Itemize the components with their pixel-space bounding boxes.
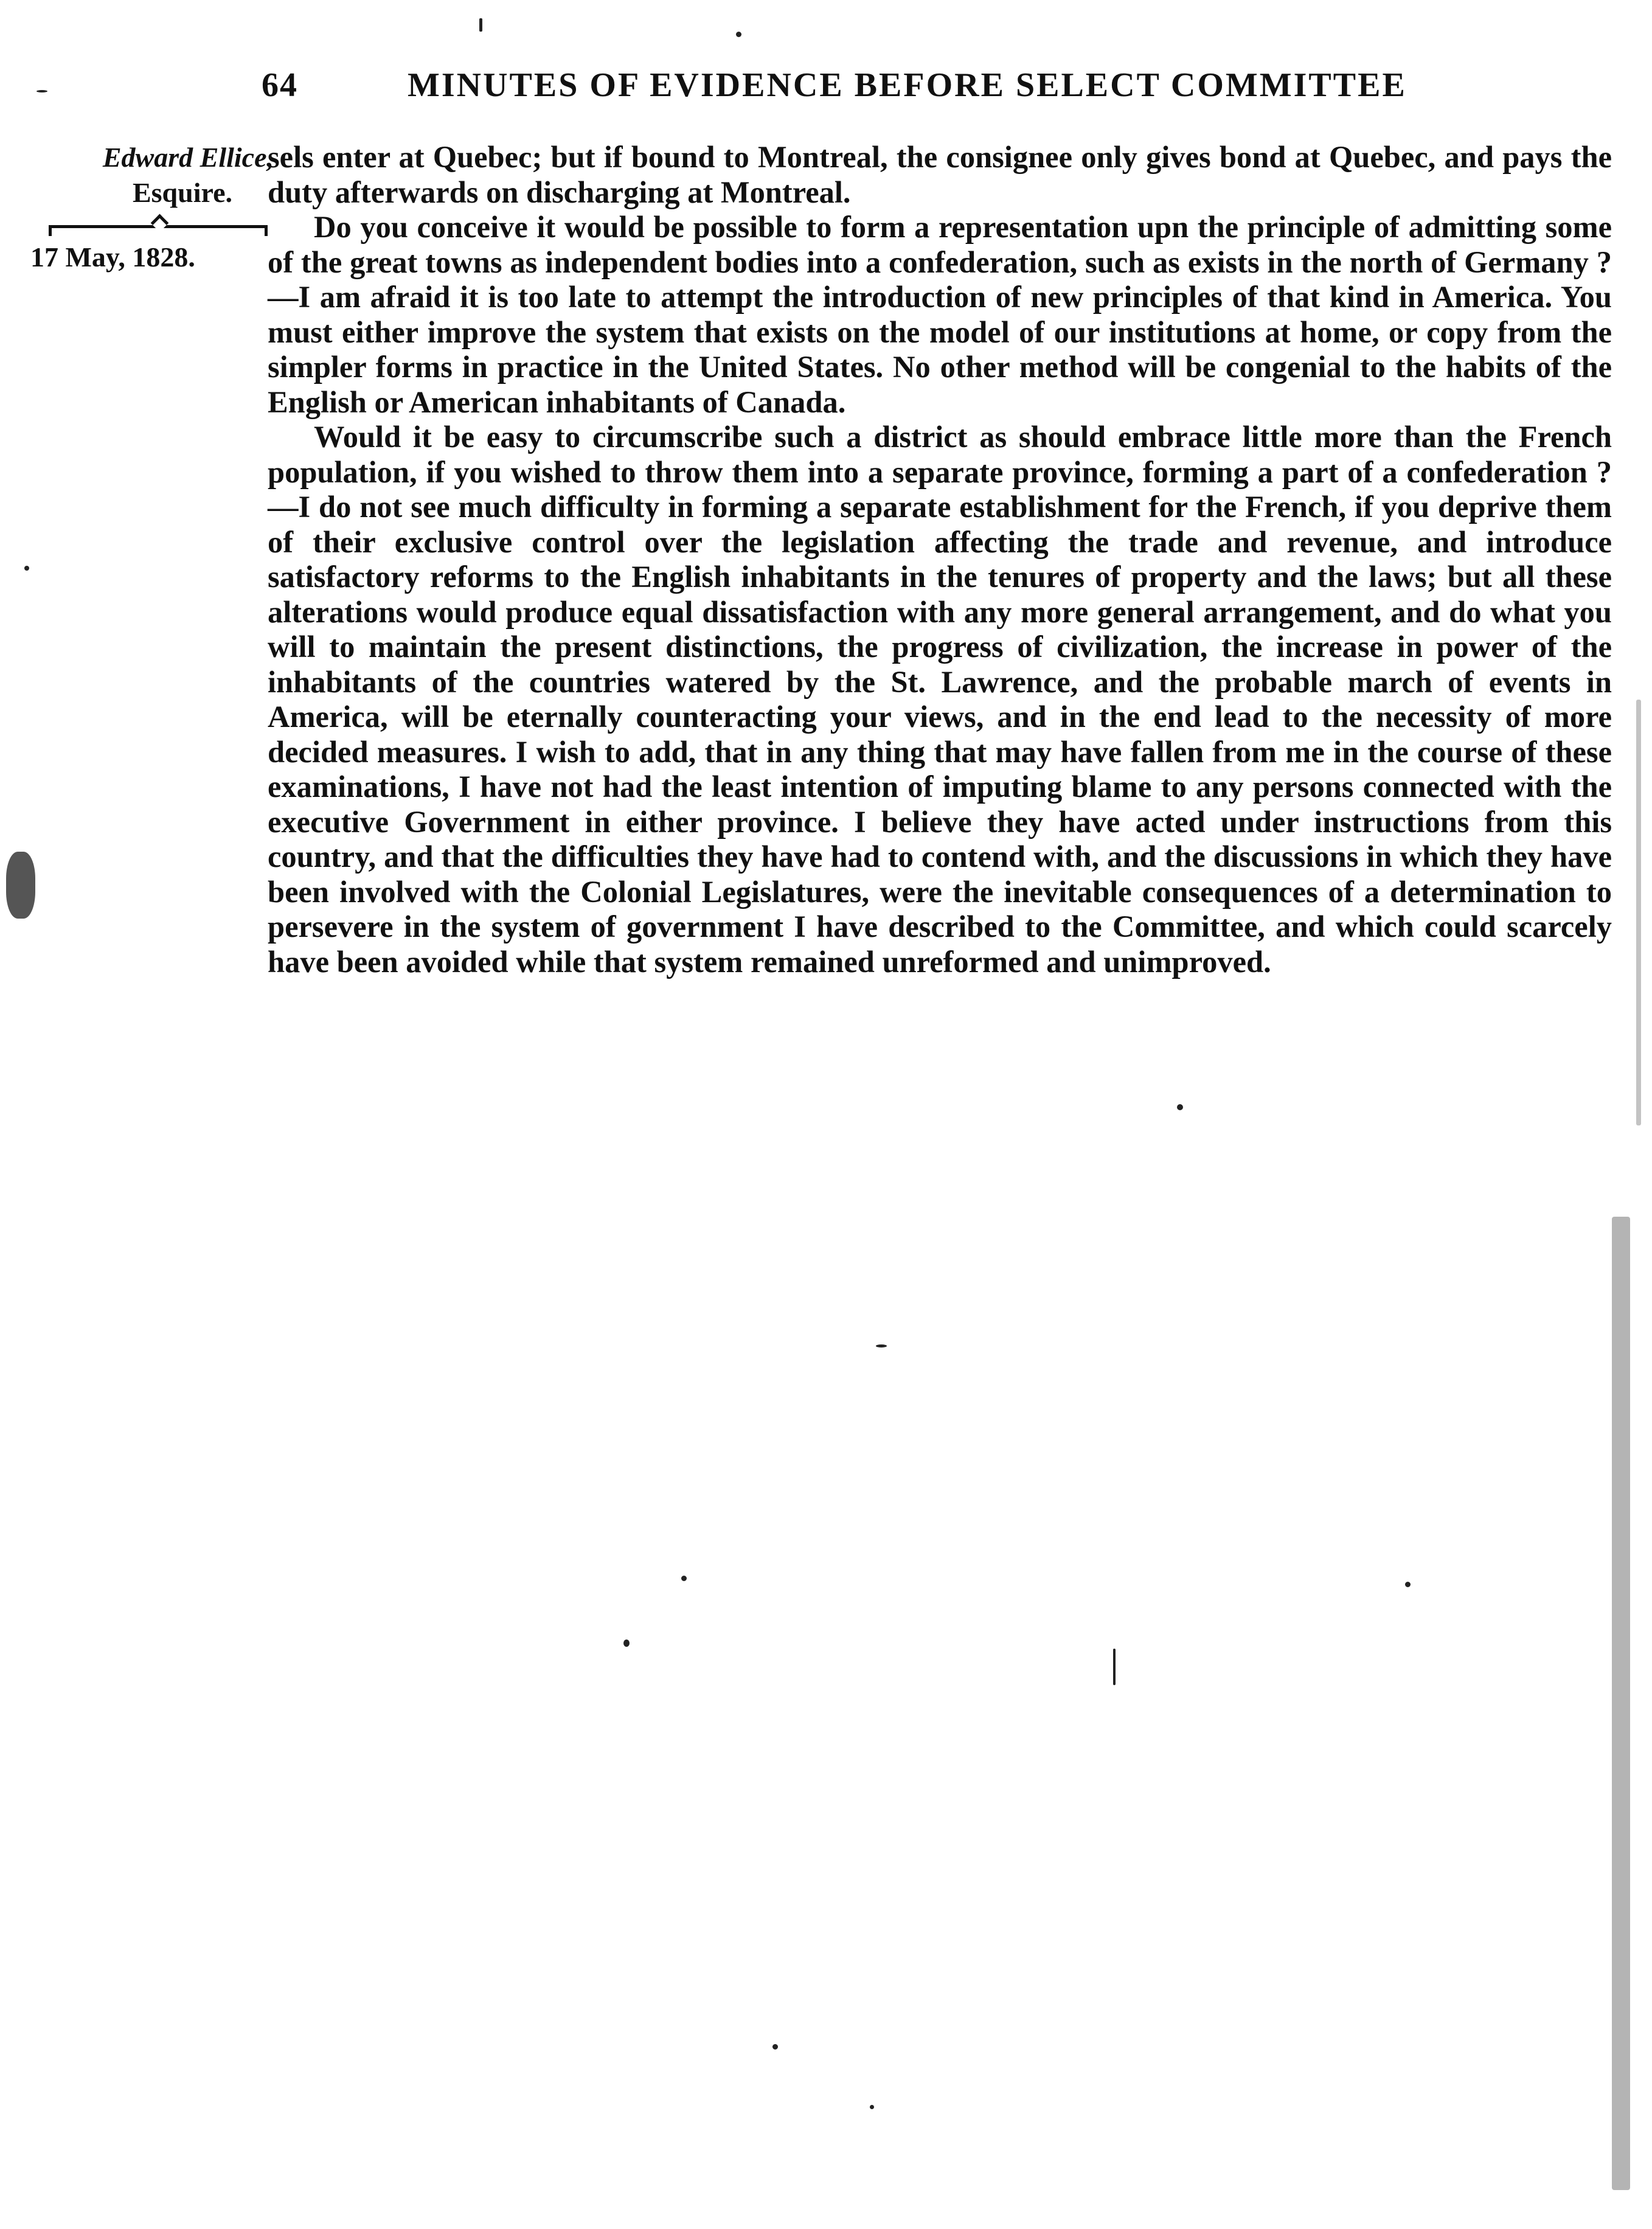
- scan-speck: [1405, 1582, 1411, 1587]
- page-number: 64: [262, 66, 298, 104]
- scan-speck: [24, 566, 29, 571]
- scan-blot: [6, 852, 35, 919]
- paragraph-continuation: sels enter at Quebec; but if bound to Montreal, the consignee only gives bond at Quebec, and pays the duty afterwards on discharging at Montreal.: [268, 140, 1612, 209]
- scan-speck: [870, 2105, 874, 2109]
- scan-speck: [772, 2044, 778, 2050]
- body-text: [268, 140, 1612, 979]
- paragraph-question-confederation: Do you conceive it would be possible to form a representation upn the principle of admitting some of the great towns as independent bodies into a confederation, such as exists in the north of Germany ?—I am afraid it is too late to attempt the introduction of new principles of that kind in America. You must either improve the system that exists on the model of our institutions at home, or copy from the simpler forms in practice in the United States. No other method will be congenial to the habits of the English or American inhabitants of Canada.: [268, 210, 1612, 419]
- testimony-date: 17 May, 1828.: [30, 242, 195, 273]
- margin-note: [24, 140, 274, 275]
- paragraph-question-district: Would it be easy to circumscribe such a district as should embrace little more than the French population, if you wished to throw them into a separate province, forming a part of a confederation ?—I do not see much difficulty in forming a separate establishment for the French, if you deprive them of their exclusive control over the legislation affecting the trade and revenue, and introduce satisfactory reforms to the English inhabitants in the tenures of property and the laws; but all these alterations would produce equal dissatisfaction with any more general arrangement, and do what you will to maintain the present distinctions, the progress of civilization, the increase in power of the inhabitants of the countries watered by the St. Lawrence, and the probable march of events in America, will be eternally counteracting your views, and in the end lead to the necessity of more decided measures. I wish to add, that in any thing that may have fallen from me in the course of these examinations, I have not had the least intention of imputing blame to any persons connected with the executive Government in either province. I believe they have acted under instructions from this country, and that the difficulties they have had to contend with, and the discussions in which they have been involved with the Colonial Legislatures, were the inevitable consequences of a determination to persevere in the system of government I have described to the Committee, and which could scarcely have been avoided while that system remained unreformed and unimproved.: [268, 420, 1612, 979]
- scan-speck: [736, 32, 741, 37]
- running-head: MINUTES OF EVIDENCE BEFORE SELECT COMMITTEE: [408, 66, 1407, 104]
- margin-brace: [49, 217, 268, 237]
- scan-edge-noise: [1612, 1217, 1630, 2190]
- scan-speck: [1113, 1649, 1116, 1685]
- scan-speck: [681, 1576, 687, 1581]
- scan-speck: [876, 1344, 887, 1347]
- scan-speck: [479, 18, 482, 32]
- scan-speck: [1177, 1104, 1183, 1110]
- scan-edge-noise: [1636, 700, 1641, 1125]
- page-header: [262, 66, 1490, 120]
- witness-name: Edward Ellice,: [102, 142, 274, 173]
- scan-speck: [36, 90, 47, 92]
- scan-speck: [623, 1640, 630, 1647]
- witness-title: Esquire.: [132, 177, 233, 208]
